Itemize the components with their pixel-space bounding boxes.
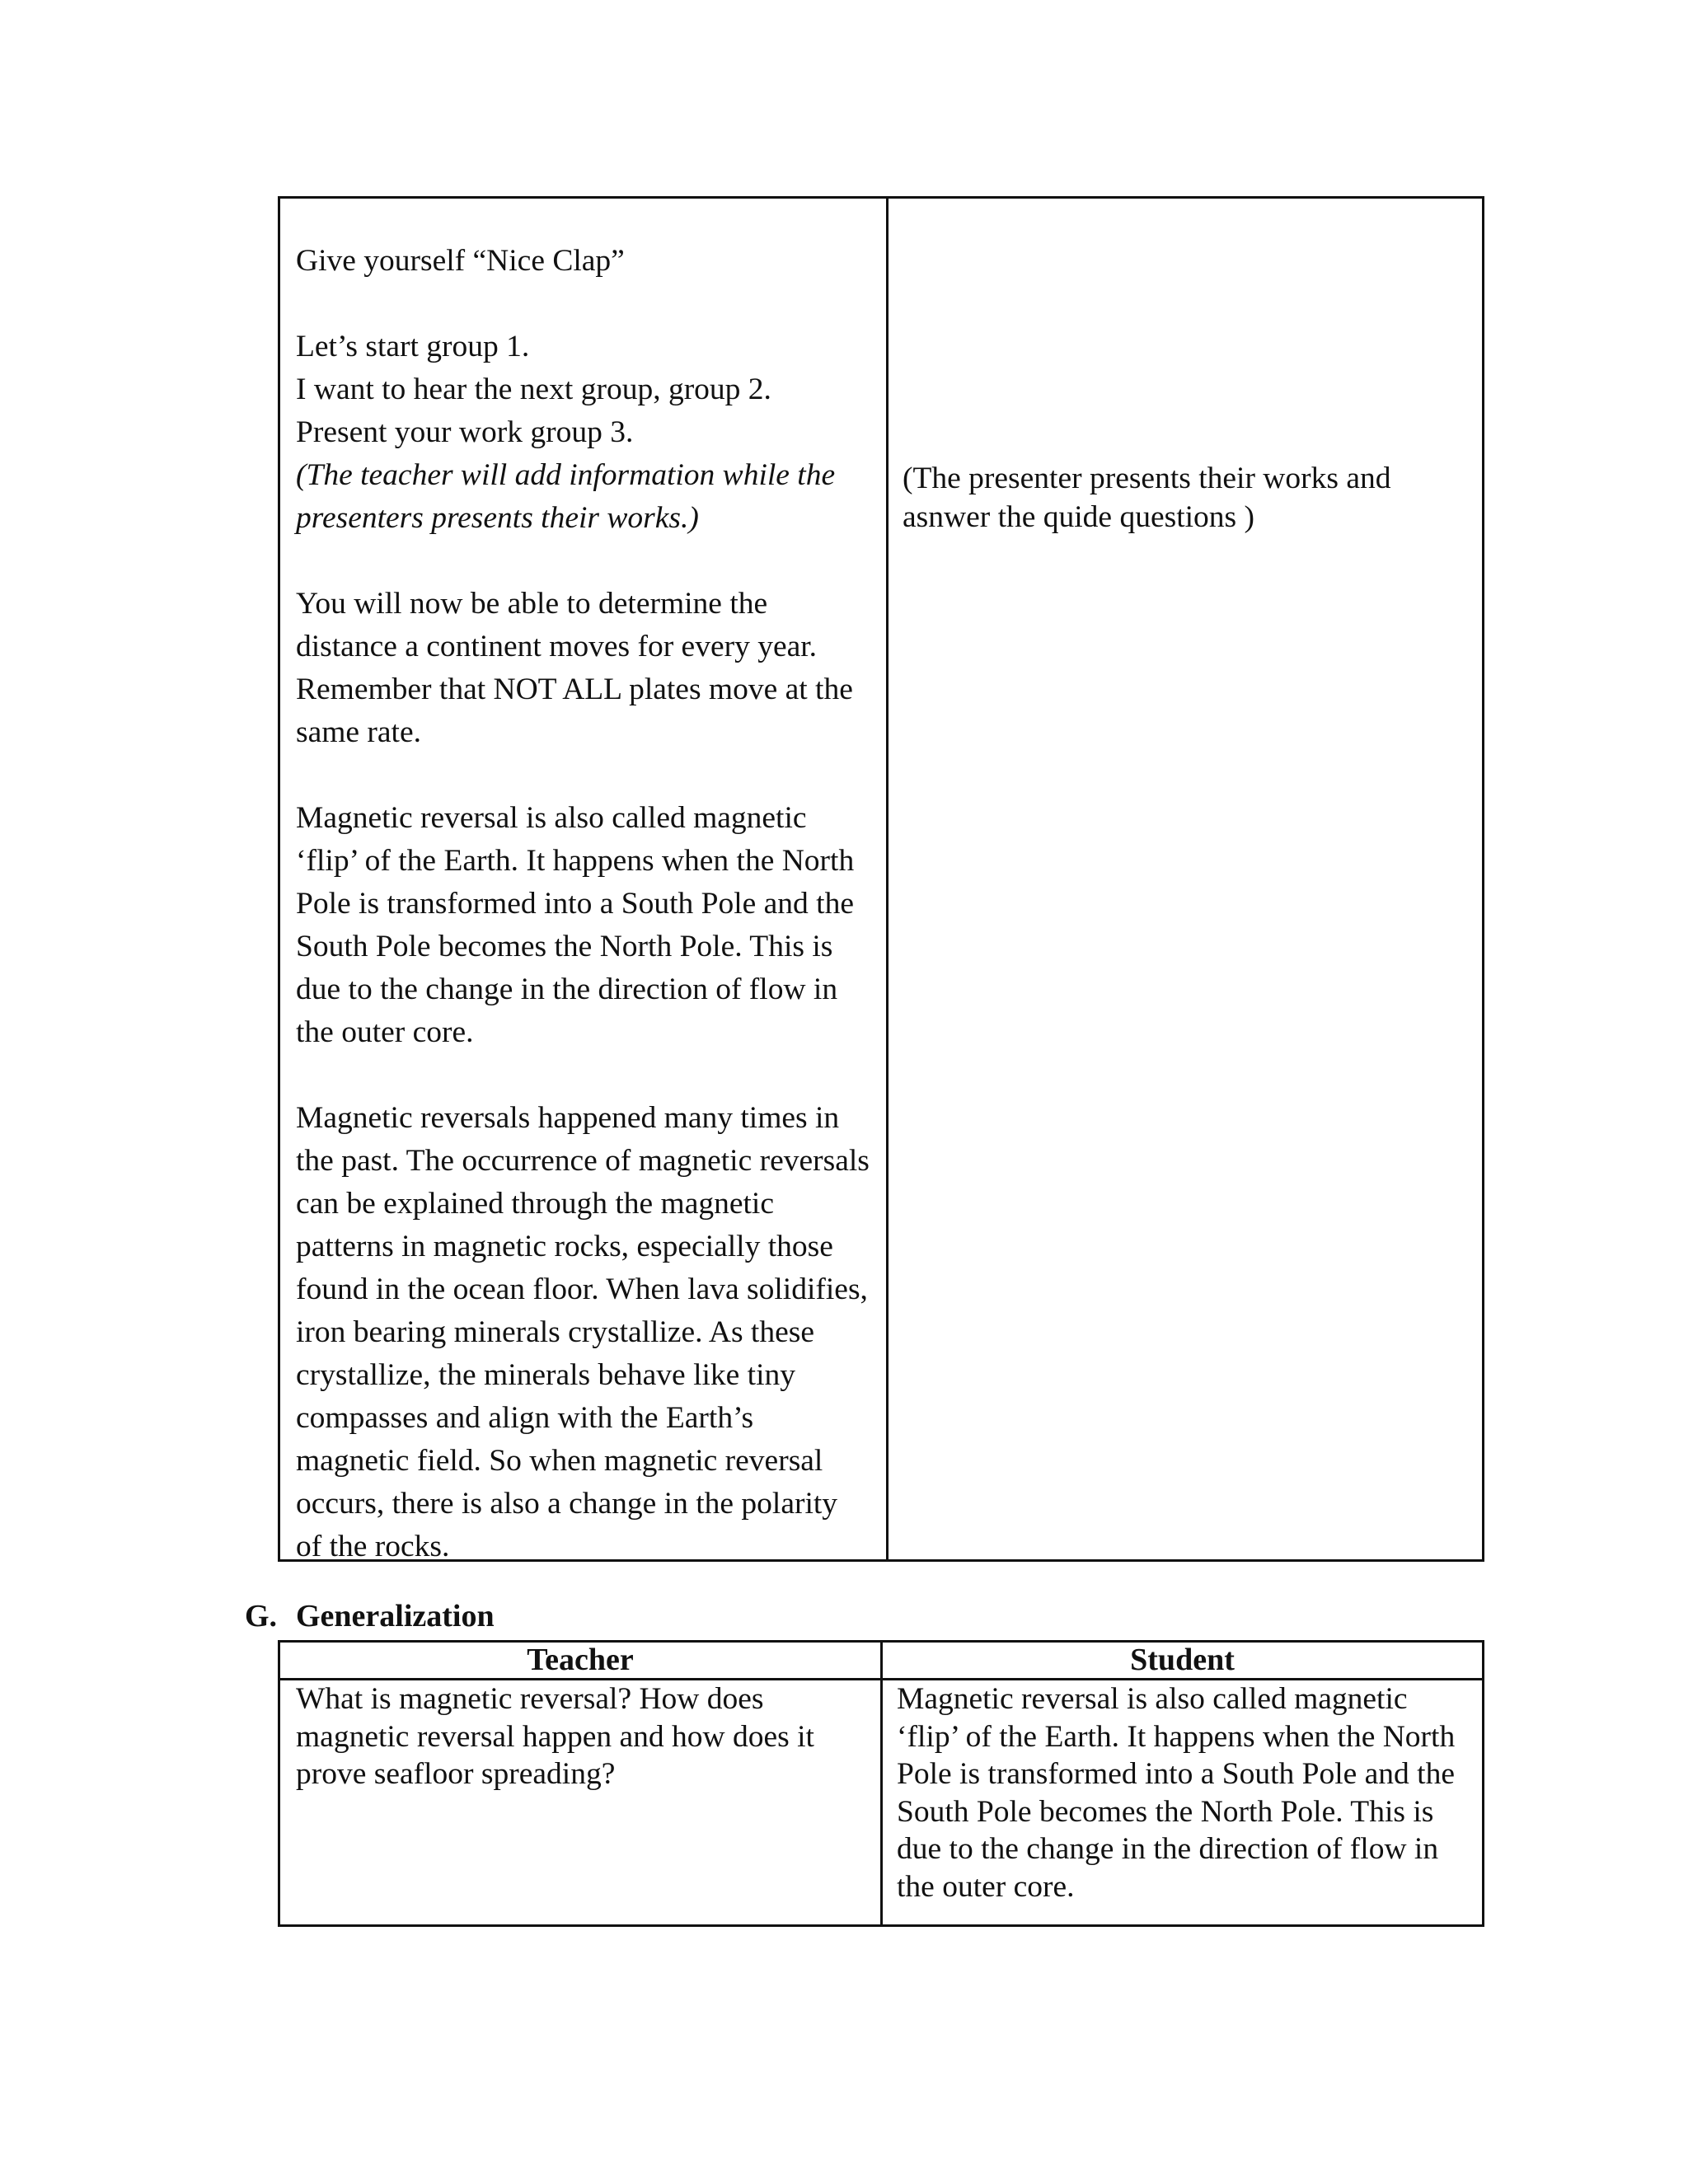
presenter-note: (The presenter presents their works and asnwer the quide questions ) (903, 462, 1391, 534)
student-answer: Magnetic reversal is also called magnetic ‘flip’ of the Earth. It happens when the North Pole is transformed into a South Pole and the South Pole becomes the North Pole. This is due to the change in the direction of flow in the outer core. (897, 1682, 1456, 1904)
generalization-table (278, 1640, 1484, 1927)
activity-table (278, 196, 1484, 1562)
spacer (296, 1054, 870, 1097)
teacher-header: Teacher (280, 1643, 883, 1678)
table-header-row (280, 1643, 1482, 1680)
group-1-line: Let’s start group 1. (296, 330, 530, 363)
student-header: Student (1130, 1643, 1235, 1677)
section-title: Generalization (296, 1599, 495, 1633)
group-3-line: Present your work group 3. (296, 415, 634, 449)
history-paragraph: Magnetic reversals happened many times in the past. The occurrence of magnetic reversals can be explained through the magnetic patterns in magnetic rocks, especially those found in the ocean floor. When lava solidifies, iron bearing minerals crystallize. As these crystallize, the minerals behave like tiny compasses and align with the Earth’s magnetic field. So when magnetic reversal occurs, there is also a change in the polarity of the rocks. (296, 1101, 870, 1563)
spacer (296, 754, 870, 797)
teacher-note: (The teacher will add information while the presenters presents their works.) (296, 458, 836, 535)
nice-clap-line: Give yourself “Nice Clap” (296, 244, 625, 278)
teacher-activity-cell (280, 199, 889, 1563)
section-heading (245, 1596, 495, 1636)
spacer (296, 283, 870, 326)
distance-paragraph: You will now be able to determine the distance a continent moves for every year. Remember that NOT ALL plates move at the same rate. (296, 587, 853, 749)
reversal-paragraph: Magnetic reversal is also called magnetic ‘flip’ of the Earth. It happens when the North Pole is transformed into a South Pole and the South Pole becomes the North Pole. This is due to the change in the direction of flow in the outer core. (296, 801, 855, 1049)
student-activity-cell (889, 199, 1482, 1559)
section-letter: G. (245, 1599, 278, 1633)
teacher-question: What is magnetic reversal? How does magnetic reversal happen and how does it prove seafloor spreading? (280, 1680, 883, 1924)
table-row (280, 1680, 1482, 1924)
group-2-line: I want to hear the next group, group 2. (296, 373, 771, 406)
spacer (296, 540, 870, 583)
